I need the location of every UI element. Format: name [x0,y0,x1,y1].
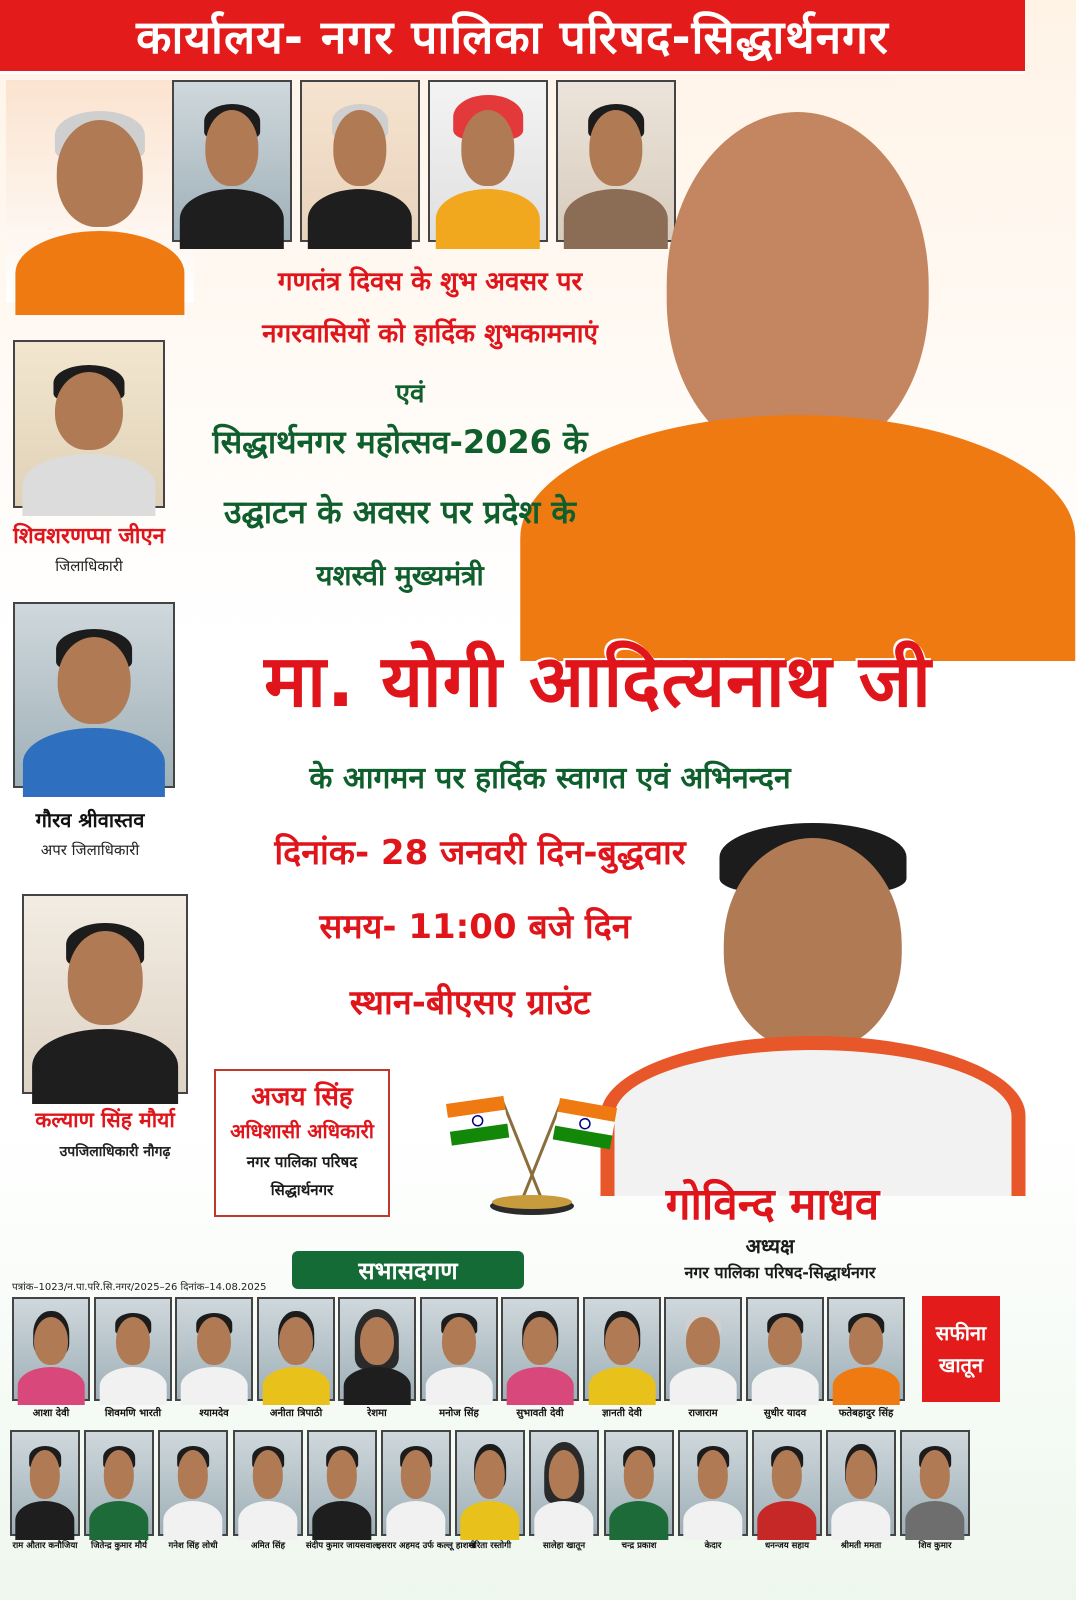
member-name: सरिता रस्तोगी [468,1541,512,1551]
member-photo [307,1430,377,1536]
member-photo [94,1297,172,1401]
header-banner [0,0,1025,74]
executive-officer-box [214,1069,390,1217]
leader-photo-top-left [6,80,194,302]
member-photo [826,1430,896,1536]
member-name: अमित सिंह [250,1541,286,1551]
member-name: सुभावती देवी [516,1408,564,1419]
member-name: गनेश सिंह लोधी [168,1541,218,1551]
special-member-box [922,1296,1000,1402]
member-photo [678,1430,748,1536]
executive-officer-org: नगर पालिका परिषद [246,1153,358,1171]
official-name-2: गौरव श्रीवास्तव [35,808,145,832]
chief-guest-name: मा. योगी आदित्यनाथ जी [264,639,932,723]
member-name: फतेबहादुर सिंह [838,1408,894,1419]
special-member-line-2: खातून [938,1353,984,1377]
official-name-1: शिवशरणप्पा जीएन [13,524,165,549]
member-name: मनोज सिंह [439,1408,479,1419]
member-name: धनन्जय सहाय [764,1541,810,1551]
member-photo [827,1297,905,1401]
member-photo [900,1430,970,1536]
chairman-photo [600,808,1025,1188]
member-photo [84,1430,154,1536]
greeting-line-6: यशस्वी मुख्यमंत्री [316,559,484,592]
member-name: श्यामदेव [199,1408,229,1419]
greeting-line-1: गणतंत्र दिवस के शुभ अवसर पर [277,267,583,297]
member-photo [381,1430,451,1536]
official-title-2: अपर जिलाधिकारी [40,841,140,859]
member-photo [664,1297,742,1401]
greeting-line-2: नगरवासियों को हार्दिक शुभकामनाएं [262,319,598,349]
official-name-3: कल्याण सिंह मौर्या [35,1108,175,1132]
executive-officer-name: अजय सिंह [251,1082,353,1112]
greeting-line-5: उद्घाटन के अवसर पर प्रदेश के [224,493,576,531]
official-title-3: उपजिलाधिकारी नौगढ़ [59,1144,171,1160]
member-photo [420,1297,498,1401]
member-name: जितेन्द्र कुमार मौर्य [91,1541,147,1551]
header-title: कार्यालय- नगर पालिका परिषद-सिद्धार्थनगर [136,9,889,64]
member-name: आशा देवी [32,1408,70,1419]
member-photo [746,1297,824,1401]
chairman-title: अध्यक्ष [745,1234,795,1258]
member-photo [175,1297,253,1401]
member-photo [752,1430,822,1536]
member-name: शिव कुमार [918,1541,952,1551]
member-photo [257,1297,335,1401]
member-photo [455,1430,525,1536]
member-photo [338,1297,416,1401]
members-heading-text: सभासदगण [358,1256,458,1285]
member-name: राजाराम [688,1408,718,1419]
member-name: अनीता त्रिपाठी [269,1408,323,1419]
official-photo-1 [13,340,165,508]
welcome-line: के आगमन पर हार्दिक स्वागत एवं अभिनन्दन [309,761,791,796]
member-name: शिवमणि भारती [104,1408,162,1419]
member-name: चन्द्र प्रकाश [621,1541,657,1551]
executive-officer-place: सिद्धार्थनगर [270,1181,334,1199]
member-photo [583,1297,661,1401]
leader-photo-1 [172,80,292,242]
greeting-line-4: सिद्धार्थनगर महोत्सव-2026 के [212,423,588,461]
member-name: सालेहा खातून [542,1541,586,1551]
crossed-flags-icon [442,1090,622,1220]
reference-number: पत्रांक–1023/न.पा.परि.सि.नगर/2025–26 दिनांक–14.08.2025 [12,1282,267,1293]
member-photo [529,1430,599,1536]
member-name: संदीप कुमार जायसवाल [305,1541,379,1551]
chief-minister-photo [520,90,1025,650]
special-member-line-1: सफीना [935,1321,987,1345]
member-name: रेशमा [367,1408,387,1419]
executive-officer-title: अधिशासी अधिकारी [230,1119,374,1143]
member-photo [604,1430,674,1536]
official-title-1: जिलाधिकारी [55,557,123,575]
member-name: सुधीर यादव [763,1408,807,1419]
member-name: श्रीमती ममता [840,1541,882,1551]
chairman-org: नगर पालिका परिषद-सिद्धार्थनगर [684,1263,876,1282]
member-name: राम औतार कनौजिया [12,1541,78,1551]
member-name: केदार [704,1541,722,1551]
member-name: ज्ञानती देवी [602,1408,642,1419]
member-photo [158,1430,228,1536]
member-photo [501,1297,579,1401]
greeting-line-3: एवं [395,379,425,409]
members-heading [292,1251,524,1289]
member-photo [10,1430,80,1536]
leader-photo-2 [300,80,420,242]
member-photo [233,1430,303,1536]
event-date: दिनांक- 28 जनवरी दिन-बुद्धवार [274,833,686,873]
event-venue: स्थान-बीएसए ग्राउंट [349,983,591,1023]
chairman-name: गोविन्द माधव [665,1179,880,1230]
member-name: इसरार अहमद उर्फ कल्लू हाशमी [377,1541,476,1551]
official-photo-2 [13,602,175,788]
official-photo-3 [22,894,188,1094]
event-time: समय- 11:00 बजे दिन [319,907,631,947]
member-photo [12,1297,90,1401]
